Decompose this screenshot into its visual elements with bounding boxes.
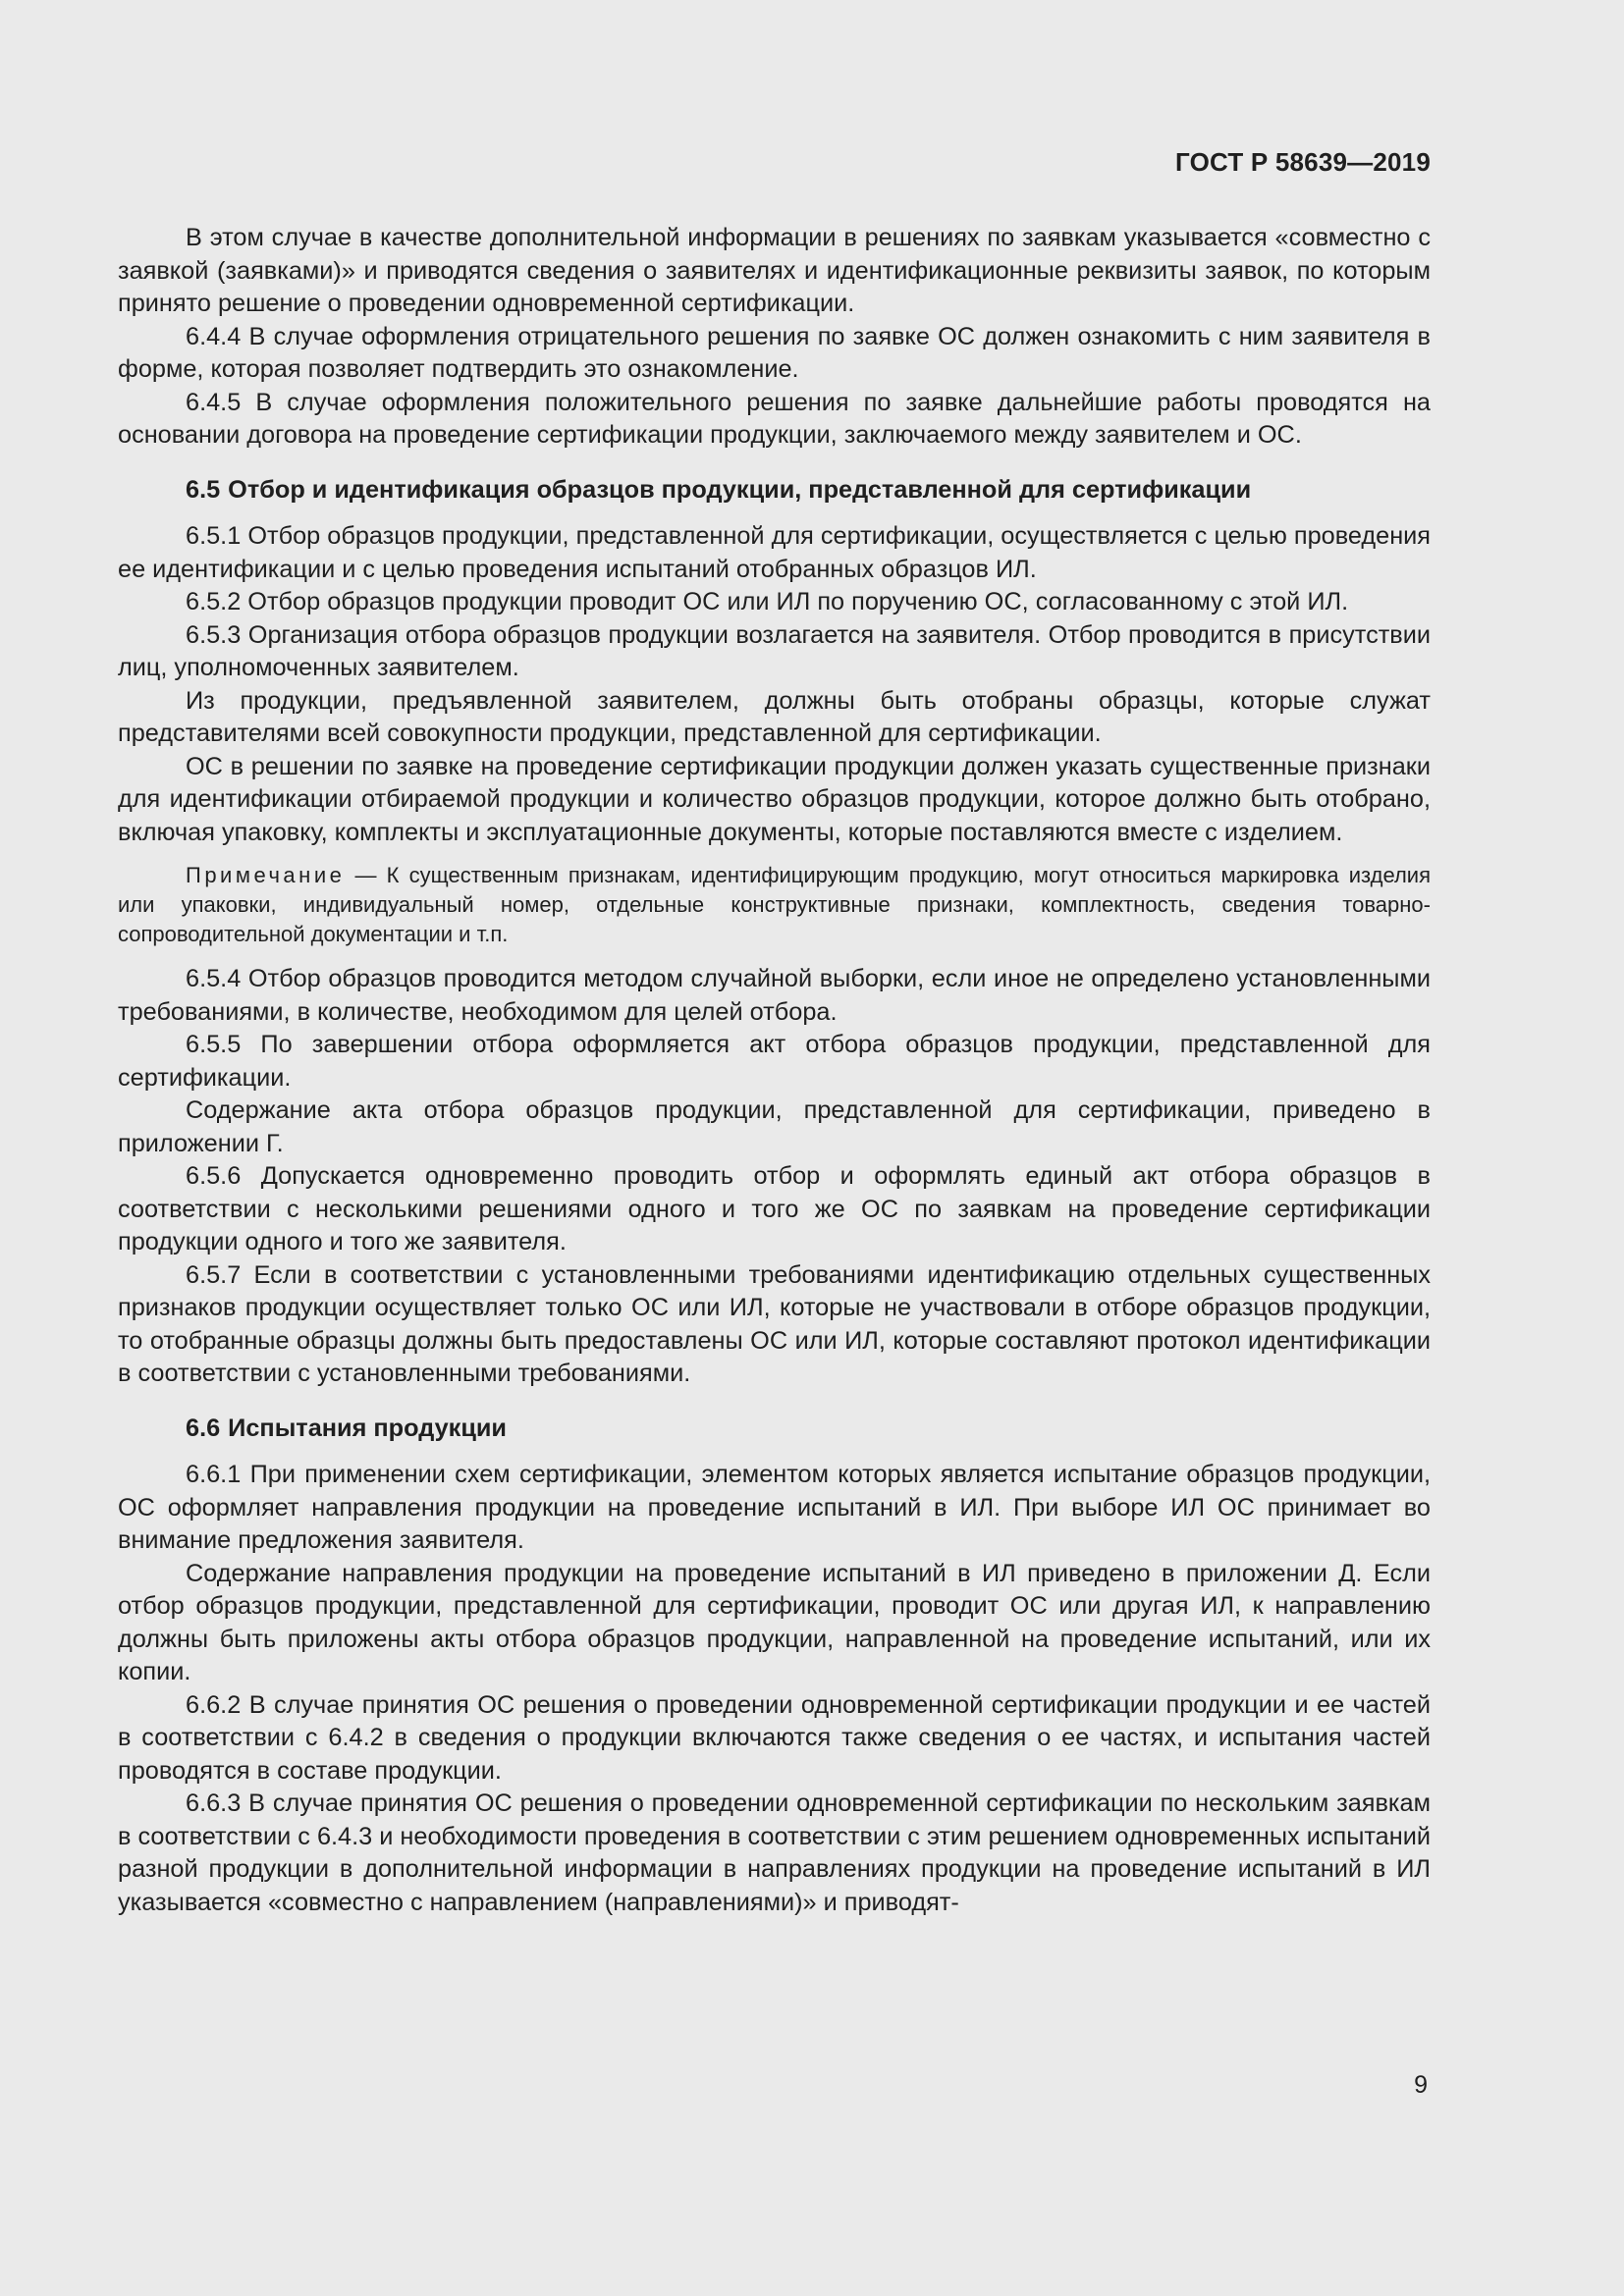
section-number: 6.6	[186, 1414, 221, 1442]
paragraph: 6.5.3 Организация отбора образцов продукции возлагается на заявителя. Отбор проводится в присутствии лиц, уполномоченных заявителем.	[118, 620, 1431, 681]
paragraph: 6.5.6 Допускается одновременно проводить отбор и оформлять единый акт отбора образцов в соответствии с несколькими решениями одного и того же ОС по заявкам на проведение сертификации продукции одного и того же заявителя.	[118, 1162, 1431, 1255]
note-label: Примечание	[186, 863, 346, 887]
paragraph: 6.4.5 В случае оформления положительного решения по заявке дальнейшие работы проводятся на основании договора на проведение сертификации продукции, заключаемого между заявителем и ОС.	[118, 388, 1431, 449]
paragraph: 6.6.2 В случае принятия ОС решения о проведении одновременной сертификации продукции и ее частей в соответствии с 6.4.2 в сведения о продукции включаются также сведения о ее частях, и испытания частей проводятся в составе продукции.	[118, 1690, 1431, 1785]
document-header: ГОСТ Р 58639—2019	[1175, 147, 1431, 177]
section-number: 6.5	[186, 475, 221, 504]
paragraph: 6.5.4 Отбор образцов проводится методом случайной выборки, если иное не определено установленными требованиями, в количестве, необходимом для целей отбора.	[118, 965, 1431, 1026]
paragraph: 6.6.3 В случае принятия ОС решения о проведении одновременной сертификации по нескольким заявкам в соответствии с 6.4.3 и необходимости проведения в соответствии с этим решением одновременных испытаний разной продукции в дополнительной информации в направлениях продукции на проведение испытаний в ИЛ указывается «совместно с направлением (направлениями)» и приводят-	[118, 1789, 1431, 1916]
paragraph: ОС в решении по заявке на проведение сертификации продукции должен указать существенные признаки для идентификации отбираемой продукции и количество образцов продукции, которое должно быть отобрано, включая упаковку, комплекты и эксплуатационные документы, которые поставляются вместе с изделием.	[118, 752, 1431, 846]
paragraph: Содержание направления продукции на проведение испытаний в ИЛ приведено в приложении Д. Если отбор образцов продукции, представленной для сертификации, проводит ОС или другая ИЛ, к направлению должны быть приложены акты отбора образцов продукции, направленной на проведение испытаний, или их копии.	[118, 1559, 1431, 1685]
page-content	[118, 222, 1431, 1919]
paragraph: 6.5.2 Отбор образцов продукции проводит ОС или ИЛ по поручению ОС, согласованному с этой ИЛ.	[186, 588, 1349, 615]
paragraph: 6.6.1 При применении схем сертификации, элементом которых является испытание образцов продукции, ОС оформляет направления продукции на проведение испытаний в ИЛ. При выборе ИЛ ОС принимает во внимание предложения заявителя.	[118, 1461, 1431, 1554]
paragraph: В этом случае в качестве дополнительной информации в решениях по заявкам указывается «совместно с заявкой (заявками)» и приводятся сведения о заявителях и идентификационные реквизиты заявок, по которым принято решение о проведении одновременной сертификации.	[118, 224, 1431, 317]
paragraph: 6.5.7 Если в соответствии с установленными требованиями идентификацию отдельных существенных признаков продукции осуществляет только ОС или ИЛ, которые не участвовали в отборе образцов продукции, то отобранные образцы должны быть предоставлены ОС или ИЛ, которые составляют протокол идентификации в соответствии с установленными требованиями.	[118, 1260, 1431, 1387]
paragraph: Из продукции, предъявленной заявителем, должны быть отобраны образцы, которые служат представителями всей совокупности продукции, представленной для сертификации.	[118, 686, 1431, 747]
page-number: 9	[1414, 2071, 1428, 2099]
paragraph: 6.5.5 По завершении отбора оформляется акт отбора образцов продукции, представленной для сертификации.	[118, 1031, 1431, 1092]
section-heading-6-6	[118, 1413, 1431, 1446]
note-text: — К существенным признакам, идентифицирующим продукцию, могут относиться маркировка изделия или упаковки, индивидуальный номер, отдельные конструктивные признаки, комплектность, сведения товарно-сопроводительной документации и т.п.	[118, 863, 1431, 946]
section-title: Отбор и идентификация образцов продукции, представленной для сертификации	[228, 475, 1252, 504]
note	[118, 861, 1431, 949]
paragraph: Содержание акта отбора образцов продукции, представленной для сертификации, приведено в приложении Г.	[118, 1096, 1431, 1157]
paragraph: 6.5.1 Отбор образцов продукции, представленной для сертификации, осуществляется с целью проведения ее идентификации и с целью проведения испытаний отобранных образцов ИЛ.	[118, 522, 1431, 583]
section-heading-6-5	[118, 474, 1431, 507]
paragraph: 6.4.4 В случае оформления отрицательного решения по заявке ОС должен ознакомить с ним заявителя в форме, которая позволяет подтвердить это ознакомление.	[118, 322, 1431, 383]
section-title: Испытания продукции	[228, 1414, 507, 1442]
